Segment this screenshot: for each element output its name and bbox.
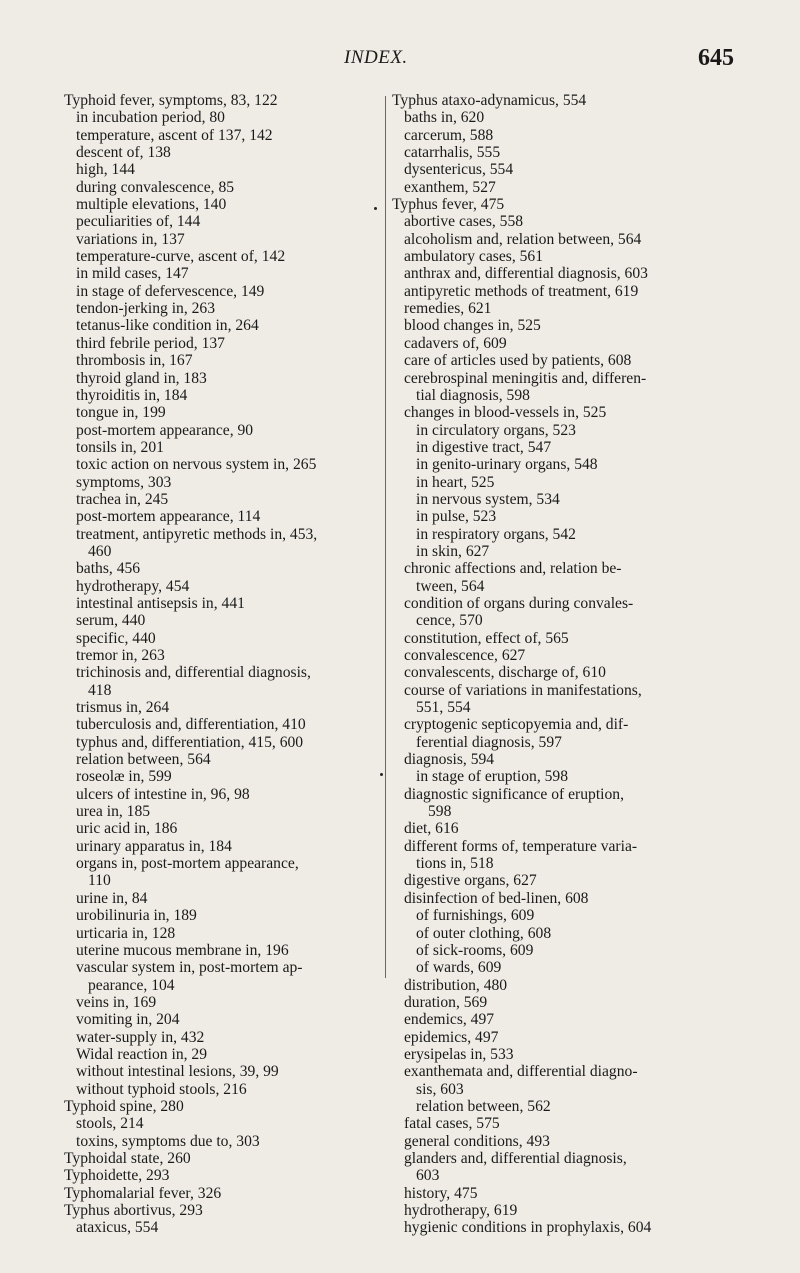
- index-subentry: baths, 456: [76, 560, 141, 578]
- index-subentry: urine in, 84: [76, 889, 148, 907]
- index-entry-main: Typhus ataxo-adynamicus, 554: [392, 92, 587, 109]
- index-subentry: digestive organs, 627: [404, 872, 537, 890]
- index-subentry: serum, 440: [76, 612, 146, 630]
- index-subentry: diet, 616: [404, 820, 459, 838]
- index-entry-main: Typhoid fever, symptoms, 83, 122: [64, 92, 278, 109]
- index-subentry: toxic action on nervous system in, 265: [76, 456, 317, 474]
- index-subentry: trichinosis and, differential diagnosis,: [76, 664, 311, 682]
- index-subentry: of outer clothing, 608: [416, 924, 552, 942]
- running-title: INDEX.: [344, 47, 408, 68]
- page-header: [0, 45, 800, 75]
- index-subentry: third febrile period, 137: [76, 334, 225, 352]
- index-subentry: Widal reaction in, 29: [76, 1045, 208, 1063]
- index-subentry: tendon-jerking in, 263: [76, 300, 216, 318]
- index-subentry: vomiting in, 204: [76, 1011, 180, 1029]
- index-column-right: [392, 92, 760, 1237]
- index-subentry: variations in, 137: [76, 230, 185, 248]
- index-subentry: trismus in, 264: [76, 699, 170, 717]
- index-subentry: stools, 214: [76, 1115, 144, 1133]
- index-subentry: erysipelas in, 533: [404, 1045, 514, 1063]
- index-subentry: post-mortem appearance, 90: [76, 421, 254, 439]
- index-subentry: of wards, 609: [416, 959, 502, 977]
- index-subentry: dysentericus, 554: [404, 161, 514, 179]
- index-subentry: convalescents, discharge of, 610: [404, 664, 606, 682]
- index-subentry: 110: [88, 872, 111, 890]
- index-subentry: in digestive tract, 547: [416, 438, 552, 456]
- index-subentry: typhus and, differentiation, 415, 600: [76, 733, 304, 751]
- index-subentry: without intestinal lesions, 39, 99: [76, 1063, 279, 1081]
- index-subentry: relation between, 562: [416, 1097, 551, 1115]
- index-subentry: organs in, post-mortem appearance,: [76, 855, 299, 873]
- index-subentry: blood changes in, 525: [404, 317, 541, 335]
- index-entry-main: Typhomalarial fever, 326: [64, 1184, 222, 1202]
- index-subentry: endemics, 497: [404, 1011, 495, 1029]
- index-subentry: in mild cases, 147: [76, 265, 189, 283]
- index-subentry: course of variations in manifestations,: [404, 681, 642, 699]
- index-subentry: roseolæ in, 599: [76, 768, 172, 786]
- index-subentry: duration, 569: [404, 993, 488, 1011]
- index-subentry: baths in, 620: [404, 109, 485, 127]
- index-subentry: alcoholism and, relation between, 564: [404, 230, 642, 248]
- index-subentry: specific, 440: [76, 629, 156, 647]
- index-subentry: in circulatory organs, 523: [416, 421, 576, 439]
- index-subentry: urticaria in, 128: [76, 924, 176, 942]
- index-subentry: 603: [416, 1167, 440, 1185]
- index-subentry: fatal cases, 575: [404, 1115, 500, 1133]
- index-subentry: intestinal antisepsis in, 441: [76, 594, 245, 612]
- index-subentry: disinfection of bed-linen, 608: [404, 889, 589, 907]
- index-subentry: thyroid gland in, 183: [76, 369, 207, 387]
- index-subentry: pearance, 104: [88, 976, 175, 994]
- index-subentry: sis, 603: [416, 1080, 464, 1098]
- index-entry-main: Typhoidal state, 260: [64, 1149, 191, 1167]
- index-subentry: during convalescence, 85: [76, 178, 235, 196]
- index-subentry: in heart, 525: [416, 473, 495, 491]
- index-subentry: diagnosis, 594: [404, 751, 495, 769]
- index-subentry: peculiarities of, 144: [76, 213, 201, 231]
- index-subentry: of furnishings, 609: [416, 907, 535, 925]
- index-subentry: chronic affections and, relation be-: [404, 560, 622, 578]
- index-subentry: condition of organs during convales-: [404, 594, 634, 612]
- index-subentry: 418: [88, 681, 112, 699]
- index-subentry: ferential diagnosis, 597: [416, 733, 562, 751]
- index-subentry: post-mortem appearance, 114: [76, 508, 261, 526]
- index-subentry: high, 144: [76, 161, 135, 179]
- index-subentry: hygienic conditions in prophylaxis, 604: [404, 1219, 652, 1237]
- index-subentry: of sick-rooms, 609: [416, 941, 534, 959]
- index-subentry: convalescence, 627: [404, 647, 526, 664]
- index-subentry: tetanus-like condition in, 264: [76, 317, 259, 335]
- index-subentry: relation between, 564: [76, 751, 211, 769]
- index-subentry: uric acid in, 186: [76, 820, 178, 838]
- ink-speck: [380, 773, 383, 776]
- index-subentry: changes in blood-vessels in, 525: [404, 404, 607, 422]
- index-subentry: tial diagnosis, 598: [416, 386, 530, 404]
- index-entry-main: Typhoid spine, 280: [64, 1097, 184, 1115]
- page-number: 645: [698, 45, 734, 71]
- index-subentry: urinary apparatus in, 184: [76, 837, 232, 855]
- index-subentry: ataxicus, 554: [76, 1219, 159, 1237]
- index-subentry: diagnostic significance of eruption,: [404, 785, 624, 803]
- index-subentry: tuberculosis and, differentiation, 410: [76, 716, 306, 734]
- index-subentry: distribution, 480: [404, 976, 508, 994]
- index-subentry: exanthem, 527: [404, 178, 496, 196]
- index-subentry: catarrhalis, 555: [404, 144, 501, 162]
- ink-speck: [374, 207, 377, 210]
- index-subentry: cerebrospinal meningitis and, differen-: [404, 369, 647, 387]
- index-subentry: multiple elevations, 140: [76, 196, 227, 214]
- index-subentry: in stage of eruption, 598: [416, 768, 569, 786]
- index-subentry: veins in, 169: [76, 993, 157, 1011]
- index-subentry: care of articles used by patients, 608: [404, 352, 632, 370]
- index-subentry: general conditions, 493: [404, 1132, 550, 1150]
- index-subentry: carcerum, 588: [404, 126, 494, 144]
- index-subentry: 460: [88, 542, 112, 560]
- index-subentry: thyroiditis in, 184: [76, 386, 188, 404]
- index-subentry: uterine mucous membrane in, 196: [76, 941, 289, 959]
- index-column-left: [64, 92, 384, 1237]
- index-subentry: anthrax and, differential diagnosis, 603: [404, 265, 648, 283]
- index-subentry: in genito-urinary organs, 548: [416, 456, 598, 474]
- index-entry-main: Typhus abortivus, 293: [64, 1202, 203, 1219]
- index-subentry: epidemics, 497: [404, 1028, 499, 1046]
- index-subentry: without typhoid stools, 216: [76, 1080, 247, 1098]
- index-subentry: in incubation period, 80: [76, 109, 225, 127]
- index-subentry: in stage of defervescence, 149: [76, 282, 265, 300]
- index-subentry: treatment, antipyretic methods in, 453,: [76, 525, 318, 543]
- index-entry-main: Typhus fever, 475: [392, 196, 505, 214]
- index-subentry: water-supply in, 432: [76, 1028, 205, 1046]
- index-subentry: in nervous system, 534: [416, 490, 560, 508]
- index-subentry: cence, 570: [416, 612, 483, 630]
- index-subentry: symptoms, 303: [76, 473, 172, 491]
- index-subentry: history, 475: [404, 1184, 478, 1202]
- index-subentry: temperature, ascent of 137, 142: [76, 126, 273, 144]
- column-divider: [385, 96, 386, 978]
- index-subentry: cadavers of, 609: [404, 334, 507, 352]
- index-subentry: ambulatory cases, 561: [404, 248, 544, 266]
- index-subentry: urobilinuria in, 189: [76, 907, 197, 925]
- index-subentry: exanthemata and, differential diagno-: [404, 1063, 638, 1081]
- index-subentry: constitution, effect of, 565: [404, 629, 569, 647]
- index-subentry: cryptogenic septicopyemia and, dif-: [404, 716, 629, 734]
- index-subentry: toxins, symptoms due to, 303: [76, 1132, 260, 1150]
- index-subentry: tween, 564: [416, 577, 485, 595]
- index-subentry: tremor in, 263: [76, 647, 165, 664]
- index-subentry: trachea in, 245: [76, 490, 169, 508]
- index-subentry: urea in, 185: [76, 803, 151, 821]
- index-subentry: different forms of, temperature varia-: [404, 837, 638, 855]
- index-subentry: tongue in, 199: [76, 404, 166, 422]
- index-entry-main: Typhoidette, 293: [64, 1167, 170, 1185]
- index-subentry: hydrotherapy, 454: [76, 577, 190, 595]
- index-subentry: antipyretic methods of treatment, 619: [404, 282, 639, 300]
- index-subentry: 598: [428, 803, 452, 821]
- index-subentry: temperature-curve, ascent of, 142: [76, 248, 286, 266]
- index-subentry: in pulse, 523: [416, 508, 497, 526]
- index-subentry: hydrotherapy, 619: [404, 1202, 518, 1219]
- index-subentry: ulcers of intestine in, 96, 98: [76, 785, 250, 803]
- index-subentry: tonsils in, 201: [76, 438, 164, 456]
- index-subentry: glanders and, differential diagnosis,: [404, 1149, 627, 1167]
- index-subentry: 551, 554: [416, 699, 471, 717]
- index-subentry: remedies, 621: [404, 300, 492, 318]
- index-subentry: descent of, 138: [76, 144, 171, 162]
- index-subentry: in respiratory organs, 542: [416, 525, 576, 543]
- index-subentry: abortive cases, 558: [404, 213, 524, 231]
- index-subentry: thrombosis in, 167: [76, 352, 193, 370]
- index-subentry: in skin, 627: [416, 542, 490, 560]
- index-subentry: vascular system in, post-mortem ap-: [76, 959, 303, 977]
- index-subentry: tions in, 518: [416, 855, 494, 873]
